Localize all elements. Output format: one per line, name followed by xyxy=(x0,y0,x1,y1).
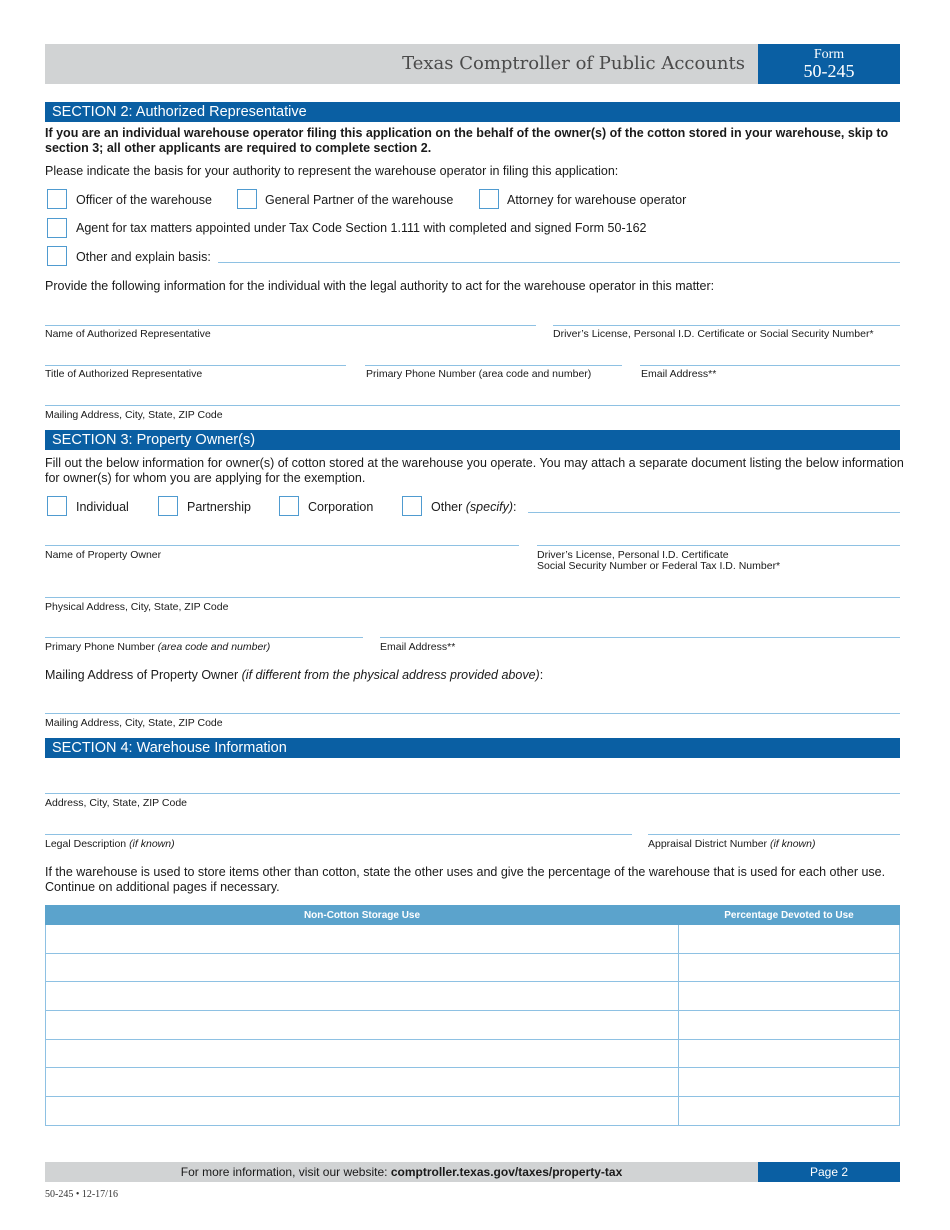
agent-label: Agent for tax matters appointed under Tax Code Section 1.111 with completed and signed Form 50-162 xyxy=(76,221,647,235)
use-cell[interactable] xyxy=(46,1039,679,1068)
owner-name-input[interactable] xyxy=(45,545,519,546)
attorney-label: Attorney for warehouse operator xyxy=(507,193,687,207)
use-cell[interactable] xyxy=(46,925,679,954)
use-cell[interactable] xyxy=(46,1097,679,1126)
owner-mailing-label: Mailing Address, City, State, ZIP Code xyxy=(45,717,223,729)
partnership-label: Partnership xyxy=(187,500,251,514)
table-row xyxy=(46,1068,900,1097)
percentage-cell[interactable] xyxy=(679,953,900,982)
rep-mailing-input[interactable] xyxy=(45,405,900,406)
rep-phone-label: Primary Phone Number (area code and number) xyxy=(366,368,592,380)
other-basis-label: Other and explain basis: xyxy=(76,250,211,264)
other-basis-input[interactable] xyxy=(218,262,900,263)
footer-info-prefix: For more information, visit our website: xyxy=(180,1165,388,1179)
other-owner-label: Other (specify): xyxy=(431,500,517,514)
partner-label: General Partner of the warehouse xyxy=(265,193,454,207)
other-owner-checkbox[interactable] xyxy=(402,496,422,516)
agency-name: Texas Comptroller of Public Accounts xyxy=(402,53,745,74)
rep-email-label: Email Address** xyxy=(641,368,717,380)
officer-label: Officer of the warehouse xyxy=(76,193,212,207)
partner-checkbox[interactable] xyxy=(237,189,257,209)
corporation-label: Corporation xyxy=(308,500,374,514)
other-basis-checkbox[interactable] xyxy=(47,246,67,266)
section-3-intro: Fill out the below information for owner(s) of cotton stored at the warehouse you operate. You may attach a separate document listing the below information for owner(s) for whom you are applying for the exemption. xyxy=(45,456,904,485)
agent-checkbox[interactable] xyxy=(47,218,67,238)
percentage-cell[interactable] xyxy=(679,982,900,1011)
owner-mailing-input[interactable] xyxy=(45,713,900,714)
rep-title-label: Title of Authorized Representative xyxy=(45,368,203,380)
corporation-checkbox[interactable] xyxy=(279,496,299,516)
rep-phone-input[interactable] xyxy=(365,365,622,366)
individual-label: Individual xyxy=(76,500,129,514)
website-link[interactable]: comptroller.texas.gov/taxes/property-tax xyxy=(390,1165,623,1179)
owner-mailing-prompt: Mailing Address of Property Owner (if different from the physical address provided above): xyxy=(45,668,544,682)
owner-phone-label: Primary Phone Number (area code and number) xyxy=(45,641,271,653)
use-cell[interactable] xyxy=(46,982,679,1011)
legal-description-input[interactable] xyxy=(45,834,632,835)
form-number-box xyxy=(758,44,900,84)
table-row xyxy=(46,1097,900,1126)
appraisal-number-label: Appraisal District Number (if known) xyxy=(648,838,816,850)
table-row xyxy=(46,953,900,982)
table-row xyxy=(46,1039,900,1068)
form-revision: 50-245 • 12-17/16 xyxy=(45,1189,118,1200)
owner-email-label: Email Address** xyxy=(380,641,456,653)
basis-prompt: Please indicate the basis for your authority to represent the warehouse operator in filing this application: xyxy=(45,164,619,178)
owner-id-label-1: Driver’s License, Personal I.D. Certificate xyxy=(537,549,729,561)
section-2-intro: If you are an individual warehouse operator filing this application on the behalf of the owner(s) of the cotton stored in your warehouse, skip to section 3; all other applicants are required to complete section 2. xyxy=(45,126,889,155)
officer-checkbox[interactable] xyxy=(47,189,67,209)
use-cell[interactable] xyxy=(46,1068,679,1097)
rep-id-input[interactable] xyxy=(553,325,900,326)
rep-email-input[interactable] xyxy=(640,365,900,366)
non-cotton-uses-table xyxy=(45,905,900,1126)
individual-checkbox[interactable] xyxy=(47,496,67,516)
warehouse-address-input[interactable] xyxy=(45,793,900,794)
percentage-cell[interactable] xyxy=(679,1039,900,1068)
section-3-header: SECTION 3: Property Owner(s) xyxy=(45,430,900,450)
attorney-checkbox[interactable] xyxy=(479,189,499,209)
rep-name-input[interactable] xyxy=(45,325,536,326)
partnership-checkbox[interactable] xyxy=(158,496,178,516)
legal-description-label: Legal Description (if known) xyxy=(45,838,175,850)
rep-mailing-label: Mailing Address, City, State, ZIP Code xyxy=(45,409,223,421)
page-number: Page 2 xyxy=(758,1162,900,1182)
percentage-cell[interactable] xyxy=(679,1011,900,1040)
form-number: 50-245 xyxy=(803,61,855,81)
owner-name-label: Name of Property Owner xyxy=(45,549,162,561)
col-percentage: Percentage Devoted to Use xyxy=(679,906,900,925)
table-row xyxy=(46,982,900,1011)
table-row xyxy=(46,1011,900,1040)
owner-phone-input[interactable] xyxy=(45,637,363,638)
other-owner-input[interactable] xyxy=(528,512,900,513)
owner-id-label-2: Social Security Number or Federal Tax I.D. Number* xyxy=(537,560,781,572)
use-cell[interactable] xyxy=(46,953,679,982)
warehouse-address-label: Address, City, State, ZIP Code xyxy=(45,797,188,809)
use-cell[interactable] xyxy=(46,1011,679,1040)
owner-id-input[interactable] xyxy=(537,545,900,546)
rep-title-input[interactable] xyxy=(45,365,346,366)
other-uses-prompt: If the warehouse is used to store items other than cotton, state the other uses and give the percentage of the warehouse that is used for each other use. Continue on additional pages if necessary. xyxy=(45,865,886,894)
rep-name-label: Name of Authorized Representative xyxy=(45,328,211,340)
owner-physical-label: Physical Address, City, State, ZIP Code xyxy=(45,601,229,613)
table-row xyxy=(46,925,900,954)
percentage-cell[interactable] xyxy=(679,1068,900,1097)
owner-email-input[interactable] xyxy=(380,637,900,638)
appraisal-number-input[interactable] xyxy=(648,834,900,835)
provide-prompt: Provide the following information for the individual with the legal authority to act for the warehouse operator in this matter: xyxy=(45,279,715,293)
footer-info xyxy=(45,1162,758,1182)
section-2-header: SECTION 2: Authorized Representative xyxy=(45,102,900,122)
col-non-cotton-use: Non-Cotton Storage Use xyxy=(46,906,679,925)
form-label: Form xyxy=(813,47,845,62)
owner-physical-input[interactable] xyxy=(45,597,900,598)
section-4-header: SECTION 4: Warehouse Information xyxy=(45,738,900,758)
percentage-cell[interactable] xyxy=(679,925,900,954)
percentage-cell[interactable] xyxy=(679,1097,900,1126)
rep-id-label: Driver’s License, Personal I.D. Certificate or Social Security Number* xyxy=(553,328,874,340)
